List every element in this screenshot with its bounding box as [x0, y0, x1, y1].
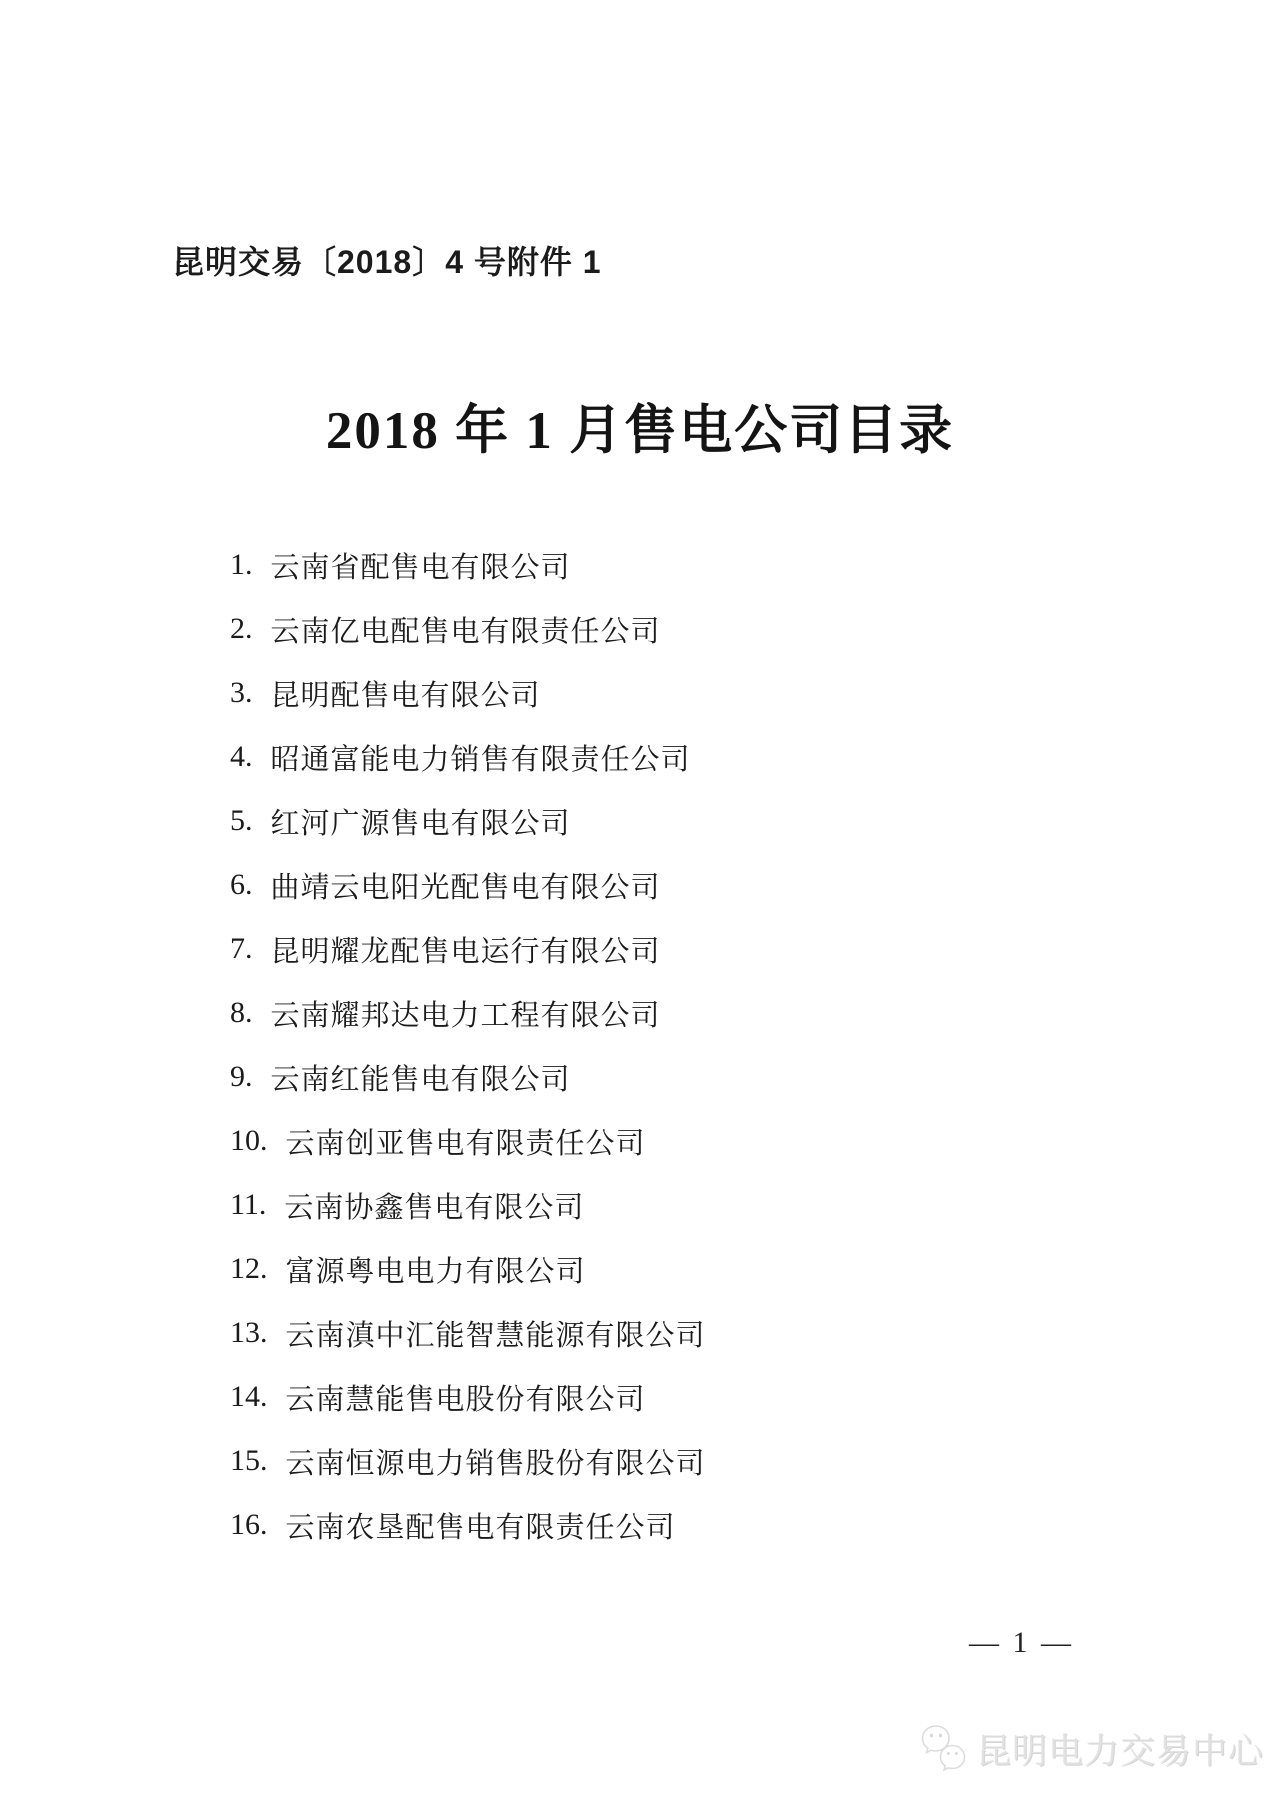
item-number: 2.: [230, 612, 253, 645]
list-item: [230, 789, 706, 853]
item-number: 12.: [230, 1252, 268, 1285]
item-number: 1.: [230, 548, 253, 581]
item-name: 云南恒源电力销售股份有限公司: [285, 1447, 706, 1480]
company-list: [230, 533, 706, 1557]
item-number: 3.: [230, 676, 253, 709]
list-item: [230, 1429, 706, 1493]
doc-title: 2018 年 1 月售电公司目录: [325, 402, 955, 460]
list-item: [230, 917, 706, 981]
list-item: [230, 1493, 706, 1557]
list-item: [230, 1045, 706, 1109]
item-number: 5.: [230, 804, 253, 837]
item-name: 红河广源售电有限公司: [270, 807, 571, 840]
list-item: [230, 533, 706, 597]
item-name: 昆明耀龙配售电运行有限公司: [270, 935, 661, 968]
wechat-icon: [918, 1722, 968, 1776]
item-name: 昆明配售电有限公司: [270, 679, 541, 712]
list-item: [230, 661, 706, 725]
list-item: [230, 981, 706, 1045]
item-number: 15.: [230, 1444, 268, 1477]
list-item: [230, 1301, 706, 1365]
item-name: 富源粤电电力有限公司: [285, 1255, 586, 1288]
item-number: 10.: [230, 1124, 268, 1157]
item-number: 13.: [230, 1316, 268, 1349]
item-name: 云南协鑫售电有限公司: [284, 1191, 585, 1224]
list-item: [230, 853, 706, 917]
footer-brand-text: 昆明电力交易中心: [976, 1732, 1265, 1771]
item-name: 云南农垦配售电有限责任公司: [285, 1511, 676, 1544]
item-number: 7.: [230, 932, 253, 965]
item-name: 云南省配售电有限公司: [270, 551, 571, 584]
item-name: 云南慧能售电股份有限公司: [285, 1383, 646, 1416]
item-number: 14.: [230, 1380, 268, 1413]
item-number: 9.: [230, 1060, 253, 1093]
item-name: 云南滇中汇能智慧能源有限公司: [285, 1319, 706, 1352]
footer-brand: [918, 1722, 1264, 1776]
item-name: 曲靖云电阳光配售电有限公司: [270, 871, 661, 904]
item-number: 8.: [230, 996, 253, 1029]
list-item: [230, 725, 706, 789]
item-name: 云南耀邦达电力工程有限公司: [270, 999, 661, 1032]
item-number: 11.: [230, 1188, 267, 1221]
item-name: 云南红能售电有限公司: [270, 1063, 571, 1096]
doc-reference-header: 昆明交易〔2018〕4 号附件 1: [172, 244, 602, 280]
list-item: [230, 1173, 706, 1237]
list-item: [230, 1237, 706, 1301]
item-name: 云南创亚售电有限责任公司: [285, 1127, 646, 1160]
item-number: 4.: [230, 740, 253, 773]
item-number: 16.: [230, 1508, 268, 1541]
list-item: [230, 597, 706, 661]
list-item: [230, 1365, 706, 1429]
page-number: — 1 —: [969, 1626, 1071, 1659]
item-number: 6.: [230, 868, 253, 901]
list-item: [230, 1109, 706, 1173]
item-name: 昭通富能电力销售有限责任公司: [270, 743, 691, 776]
item-name: 云南亿电配售电有限责任公司: [270, 615, 661, 648]
